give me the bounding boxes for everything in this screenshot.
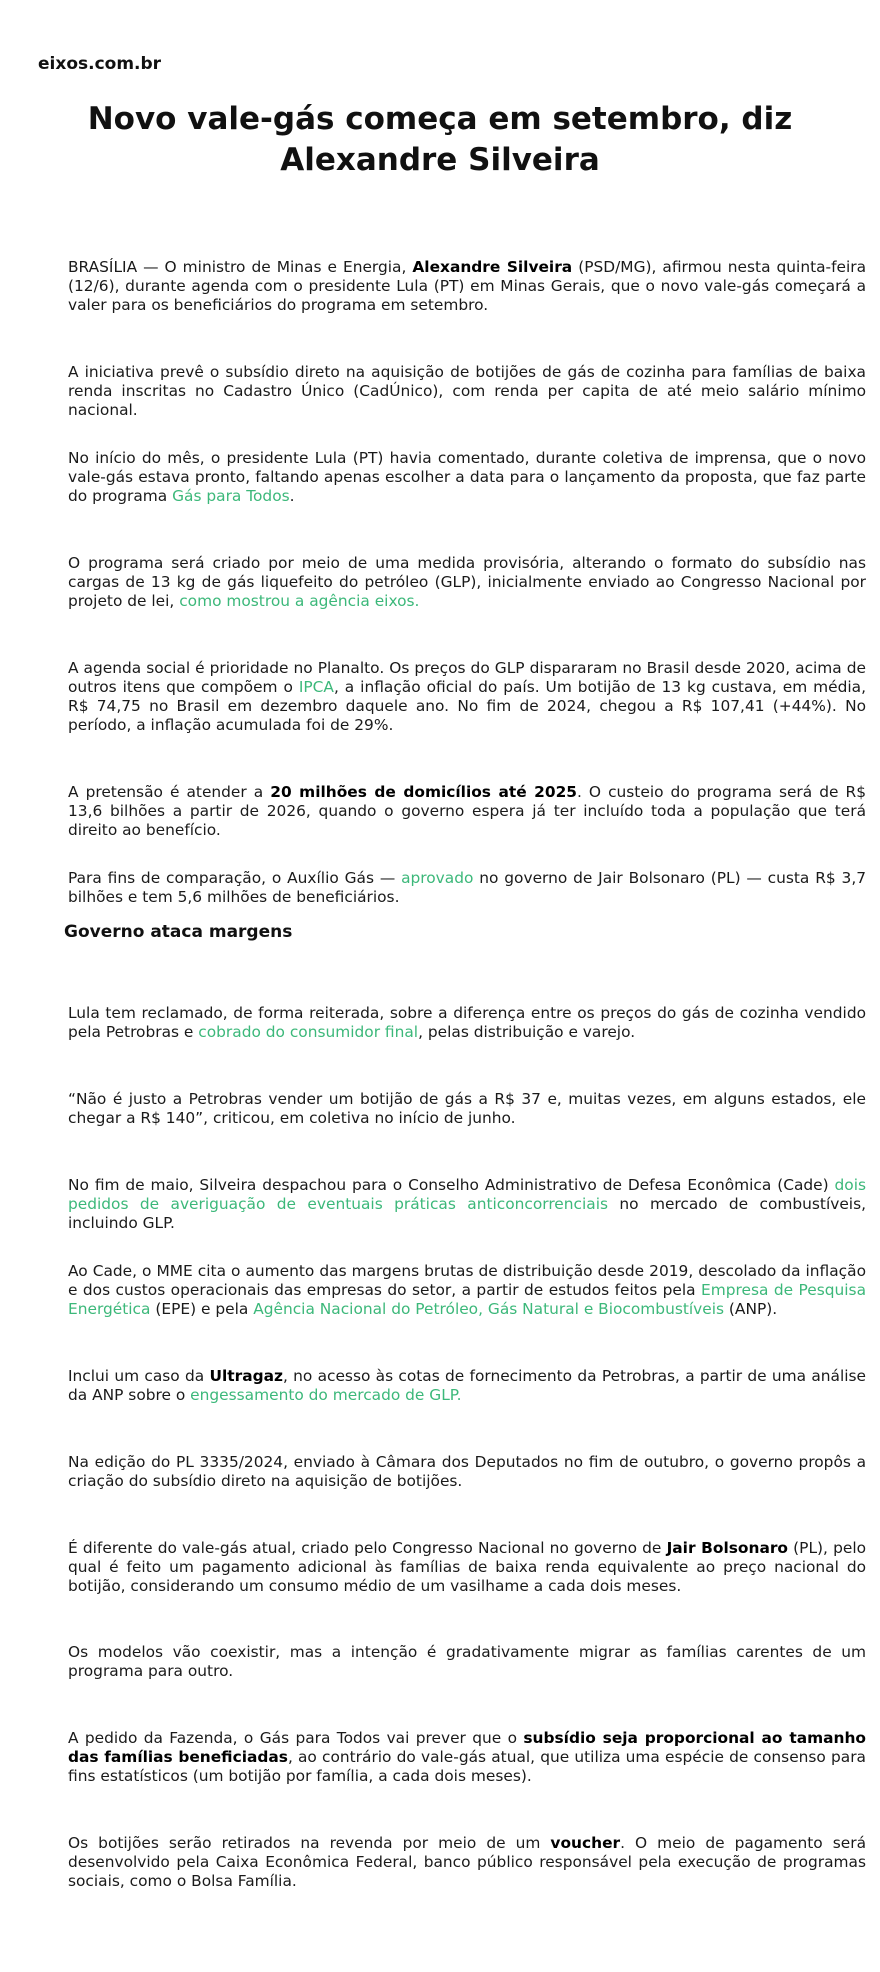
- paragraph-5: [68, 659, 866, 735]
- paragraph-text: .: [289, 487, 295, 505]
- paragraph-text: Inclui um caso da: [68, 1367, 210, 1385]
- paragraph-text: BRASÍLIA — O ministro de Minas e Energia,: [68, 258, 413, 276]
- paragraph-text: Lula tem reclamado, de forma reiterada, sobre a diferença entre os preços do gás de cozinha vendido pela Petrobras e: [68, 1004, 866, 1041]
- paragraph-text: O programa será criado por meio de uma medida provisória, alterando o formato do subsídio nas cargas de 13 kg de gás liquefeito do petróleo (GLP), inicialmente enviado ao Congresso Nacional por projeto de lei,: [68, 554, 866, 610]
- paragraph-text: (PSD/MG), afirmou nesta quinta-feira (12/6), durante agenda com o presidente Lula (PT) em Minas Gerais, que o novo vale-gás começará a valer para os beneficiários do programa em setembro.: [68, 258, 867, 314]
- link-gas-para-todos[interactable]: Gás para Todos: [172, 487, 290, 505]
- paragraph-text: . O meio de pagamento será desenvolvido pela Caixa Econômica Federal, banco público responsável pela execução de programas sociais, como o Bolsa Família.: [68, 1834, 866, 1890]
- paragraph-9: [68, 1090, 866, 1128]
- paragraph-3: [68, 449, 866, 506]
- paragraph-text: Os modelos vão coexistir, mas a intenção é gradativamente migrar as famílias carentes de um programa para outro.: [68, 1643, 866, 1680]
- bold-highlight: voucher: [550, 1834, 621, 1852]
- paragraph-text: (PL), pelo qual é feito um pagamento adicional às famílias de baixa renda equivalente ao preço nacional do botijão, considerando um consumo médio de um vasilhame a cada dois meses.: [68, 1539, 867, 1595]
- paragraph-text: A iniciativa prevê o subsídio direto na aquisição de botijões de gás de cozinha para famílias de baixa renda inscritas no Cadastro Único (CadÚnico), com renda per capita de até meio salário mínimo nacional.: [68, 363, 866, 419]
- bold-highlight: 20 milhões de domicílios até 2025: [270, 783, 577, 801]
- link-dois-pedidos[interactable]: dois pedidos de averiguação de eventuais práticas anticoncorrenciais: [68, 1176, 866, 1213]
- bold-name: Jair Bolsonaro: [666, 1539, 788, 1557]
- link-epe[interactable]: Empresa de Pesquisa Energética: [68, 1281, 867, 1318]
- paragraph-text: Para fins de comparação, o Auxílio Gás —: [68, 869, 402, 887]
- paragraph-text: É diferente do vale-gás atual, criado pelo Congresso Nacional no governo de: [68, 1539, 667, 1557]
- paragraph-16: [68, 1729, 866, 1786]
- paragraph-7: [68, 869, 866, 907]
- paragraph-2: [68, 363, 866, 420]
- paragraph-text: No fim de maio, Silveira despachou para o Conselho Administrativo de Defesa Econômica (Cade): [68, 1176, 835, 1194]
- section-subheading: Governo ataca margens: [64, 922, 293, 942]
- paragraph-text: , a inflação oficial do país. Um botijão de 13 kg custava, em média, R$ 74,75 no Brasil em dezembro daquele ano. No fim de 2024, chegou a R$ 107,41 (+44%). No período, a inflação acumulada foi de 29%.: [68, 678, 866, 734]
- paragraph-text: Na edição do PL 3335/2024, enviado à Câmara dos Deputados no fim de outubro, o governo propôs a criação do subsídio direto na aquisição de botijões.: [68, 1453, 866, 1490]
- paragraph-10: [68, 1176, 866, 1233]
- paragraph-11: [68, 1262, 866, 1319]
- paragraph-4: [68, 554, 866, 611]
- link-como-mostrou[interactable]: como mostrou a agência eixos.: [179, 592, 420, 610]
- paragraph-text: , no acesso às cotas de fornecimento da Petrobras, a partir de uma análise da ANP sobre o: [68, 1367, 867, 1404]
- paragraph-text: Ao Cade, o MME cita o aumento das margens brutas de distribuição desde 2019, descolado da inflação e dos custos operacionais das empresas do setor, a partir de estudos feitos pela: [68, 1262, 866, 1299]
- link-cobrado-consumidor-final[interactable]: cobrado do consumidor final: [198, 1023, 419, 1041]
- paragraph-text: , ao contrário do vale-gás atual, que utiliza uma espécie de consenso para fins estatísticos (um botijão por família, a cada dois meses).: [68, 1748, 866, 1785]
- bold-name: Ultragaz: [209, 1367, 283, 1385]
- paragraph-text: no governo de Jair Bolsonaro (PL) — custa R$ 3,7 bilhões e tem 5,6 milhões de beneficiários.: [68, 869, 866, 906]
- paragraph-text: A pretensão é atender a: [68, 783, 271, 801]
- paragraph-text: . O custeio do programa será de R$ 13,6 bilhões a partir de 2026, quando o governo espera já ter incluído toda a população que terá direito ao benefício.: [68, 783, 866, 839]
- paragraph-text: A agenda social é prioridade no Planalto. Os preços do GLP dispararam no Brasil desde 2020, acima de outros itens que compõem o: [68, 659, 866, 696]
- paragraph-text: , pelas distribuição e varejo.: [418, 1023, 636, 1041]
- paragraph-text: (EPE) e pela: [150, 1300, 254, 1318]
- paragraph-14: [68, 1539, 866, 1596]
- paragraph-8: [68, 1004, 866, 1042]
- paragraph-15: [68, 1643, 866, 1681]
- paragraph-text: no mercado de combustíveis, incluindo GLP.: [68, 1195, 866, 1232]
- paragraph-text: “Não é justo a Petrobras vender um botijão de gás a R$ 37 e, muitas vezes, em alguns estados, ele chegar a R$ 140”, criticou, em coletiva no início de junho.: [68, 1090, 866, 1127]
- link-anp[interactable]: Agência Nacional do Petróleo, Gás Natural e Biocombustíveis: [253, 1300, 725, 1318]
- paragraph-text: (ANP).: [724, 1300, 778, 1318]
- link-aprovado[interactable]: aprovado: [401, 869, 474, 887]
- paragraph-text: No início do mês, o presidente Lula (PT) havia comentado, durante coletiva de imprensa, que o novo vale-gás estava pronto, faltando apenas escolher a data para o lançamento da proposta, que faz parte do programa: [68, 449, 866, 505]
- paragraph-13: [68, 1453, 866, 1491]
- site-name[interactable]: eixos.com.br: [38, 54, 162, 74]
- link-engessamento[interactable]: engessamento do mercado de GLP.: [190, 1386, 462, 1404]
- paragraph-text: Os botijões serão retirados na revenda por meio de um: [68, 1834, 551, 1852]
- paragraph-6: [68, 783, 866, 840]
- paragraph-12: [68, 1367, 866, 1405]
- link-ipca[interactable]: IPCA: [298, 678, 334, 696]
- bold-highlight: subsídio seja proporcional ao tamanho das famílias beneficiadas: [68, 1729, 866, 1766]
- article-headline: Novo vale-gás começa em setembro, diz Alexandre Silveira: [87, 101, 793, 178]
- bold-name: Alexandre Silveira: [412, 258, 573, 276]
- paragraph-1: [68, 258, 866, 315]
- paragraph-text: A pedido da Fazenda, o Gás para Todos vai prever que o: [68, 1729, 524, 1747]
- paragraph-17: [68, 1834, 866, 1891]
